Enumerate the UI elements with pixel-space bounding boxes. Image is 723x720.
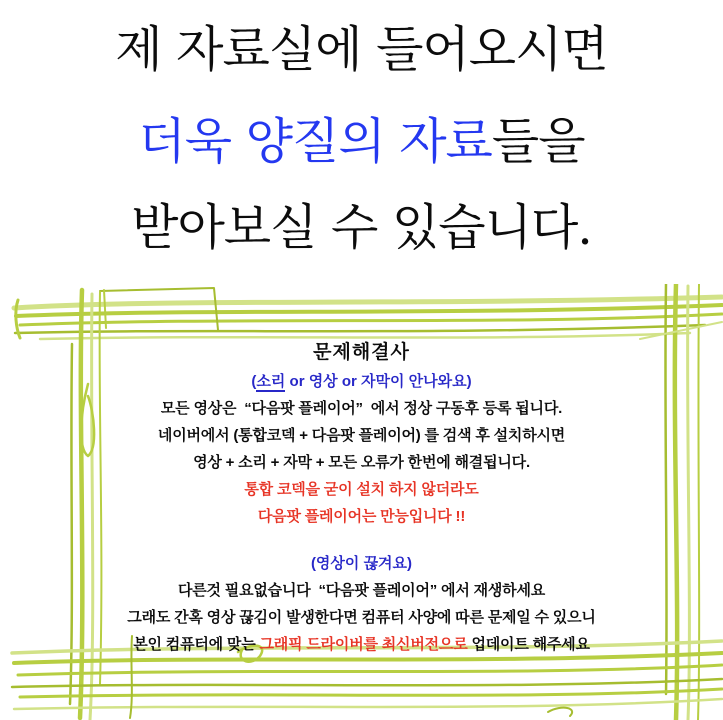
frame-bottom-stroke — [12, 679, 722, 687]
troubleshooting-panel — [0, 338, 723, 658]
audio-heading-pre: ( — [251, 373, 257, 390]
stutter-line-2: 그래도 간혹 영상 끊김이 발생한다면 컴퓨터 사양에 따른 문제일 수 있으니 — [127, 609, 596, 626]
frame-top-left-box — [100, 288, 218, 330]
header-line-1: 제 자료실에 들어오시면 — [115, 21, 608, 78]
stutter-line-3-post: 업데이트 해주세요 — [467, 636, 590, 653]
frame-top-stroke — [14, 297, 722, 308]
frame-bottom-loop — [548, 708, 572, 716]
audio-red-line-2: 다음팟 플레이어는 만능입니다 !! — [257, 508, 466, 525]
frame-bottom-stroke — [14, 699, 722, 709]
stutter-section-heading: (영상이 끊겨요) — [310, 555, 413, 572]
stutter-line-3-pre: 본인 컴퓨터에 맞는 — [133, 636, 260, 653]
frame-bottom-stroke — [20, 689, 722, 697]
header-line-2 — [0, 110, 723, 174]
audio-line-1: 모든 영상은 “다음팟 플레이어” 에서 정상 구동후 등록 됩니다. — [160, 400, 563, 417]
frame-top-stroke — [16, 305, 722, 316]
stutter-line-3 — [0, 631, 723, 658]
audio-line-2: 네이버에서 (통합코덱 + 다음팟 플레이어) 를 검색 후 설치하시면 — [157, 427, 566, 444]
panel-title: 문제해결사 — [313, 342, 410, 363]
section-gap — [0, 530, 723, 550]
audio-red-line-1: 통합 코덱을 굳이 설치 하지 않더라도 — [244, 481, 479, 498]
stutter-line-1: 다른것 필요없습니다 “다음팟 플레이어” 에서 재생하세요 — [177, 582, 546, 599]
header-line-2-highlight: 더욱 양질의 자료 — [138, 113, 492, 170]
frame-right-diagonal — [640, 322, 722, 339]
header-line-2-rest: 들을 — [491, 113, 585, 170]
frame-bottom-stroke — [18, 665, 722, 675]
audio-line-3: 영상 + 소리 + 자막 + 모든 오류가 한번에 해결됩니다. — [193, 454, 530, 471]
header — [0, 0, 723, 284]
stutter-line-3-red: 그래픽 드라이버를 최신버전으로 — [259, 636, 468, 653]
frame-top-stroke — [15, 325, 705, 333]
audio-heading-post: or 영상 or 자막이 안나와요) — [285, 373, 472, 390]
header-line-3: 받아보실 수 있습니다. — [131, 199, 592, 256]
audio-heading-underlined: 소리 — [256, 373, 286, 390]
audio-section-heading — [0, 368, 723, 395]
frame-top-stroke — [20, 314, 722, 325]
